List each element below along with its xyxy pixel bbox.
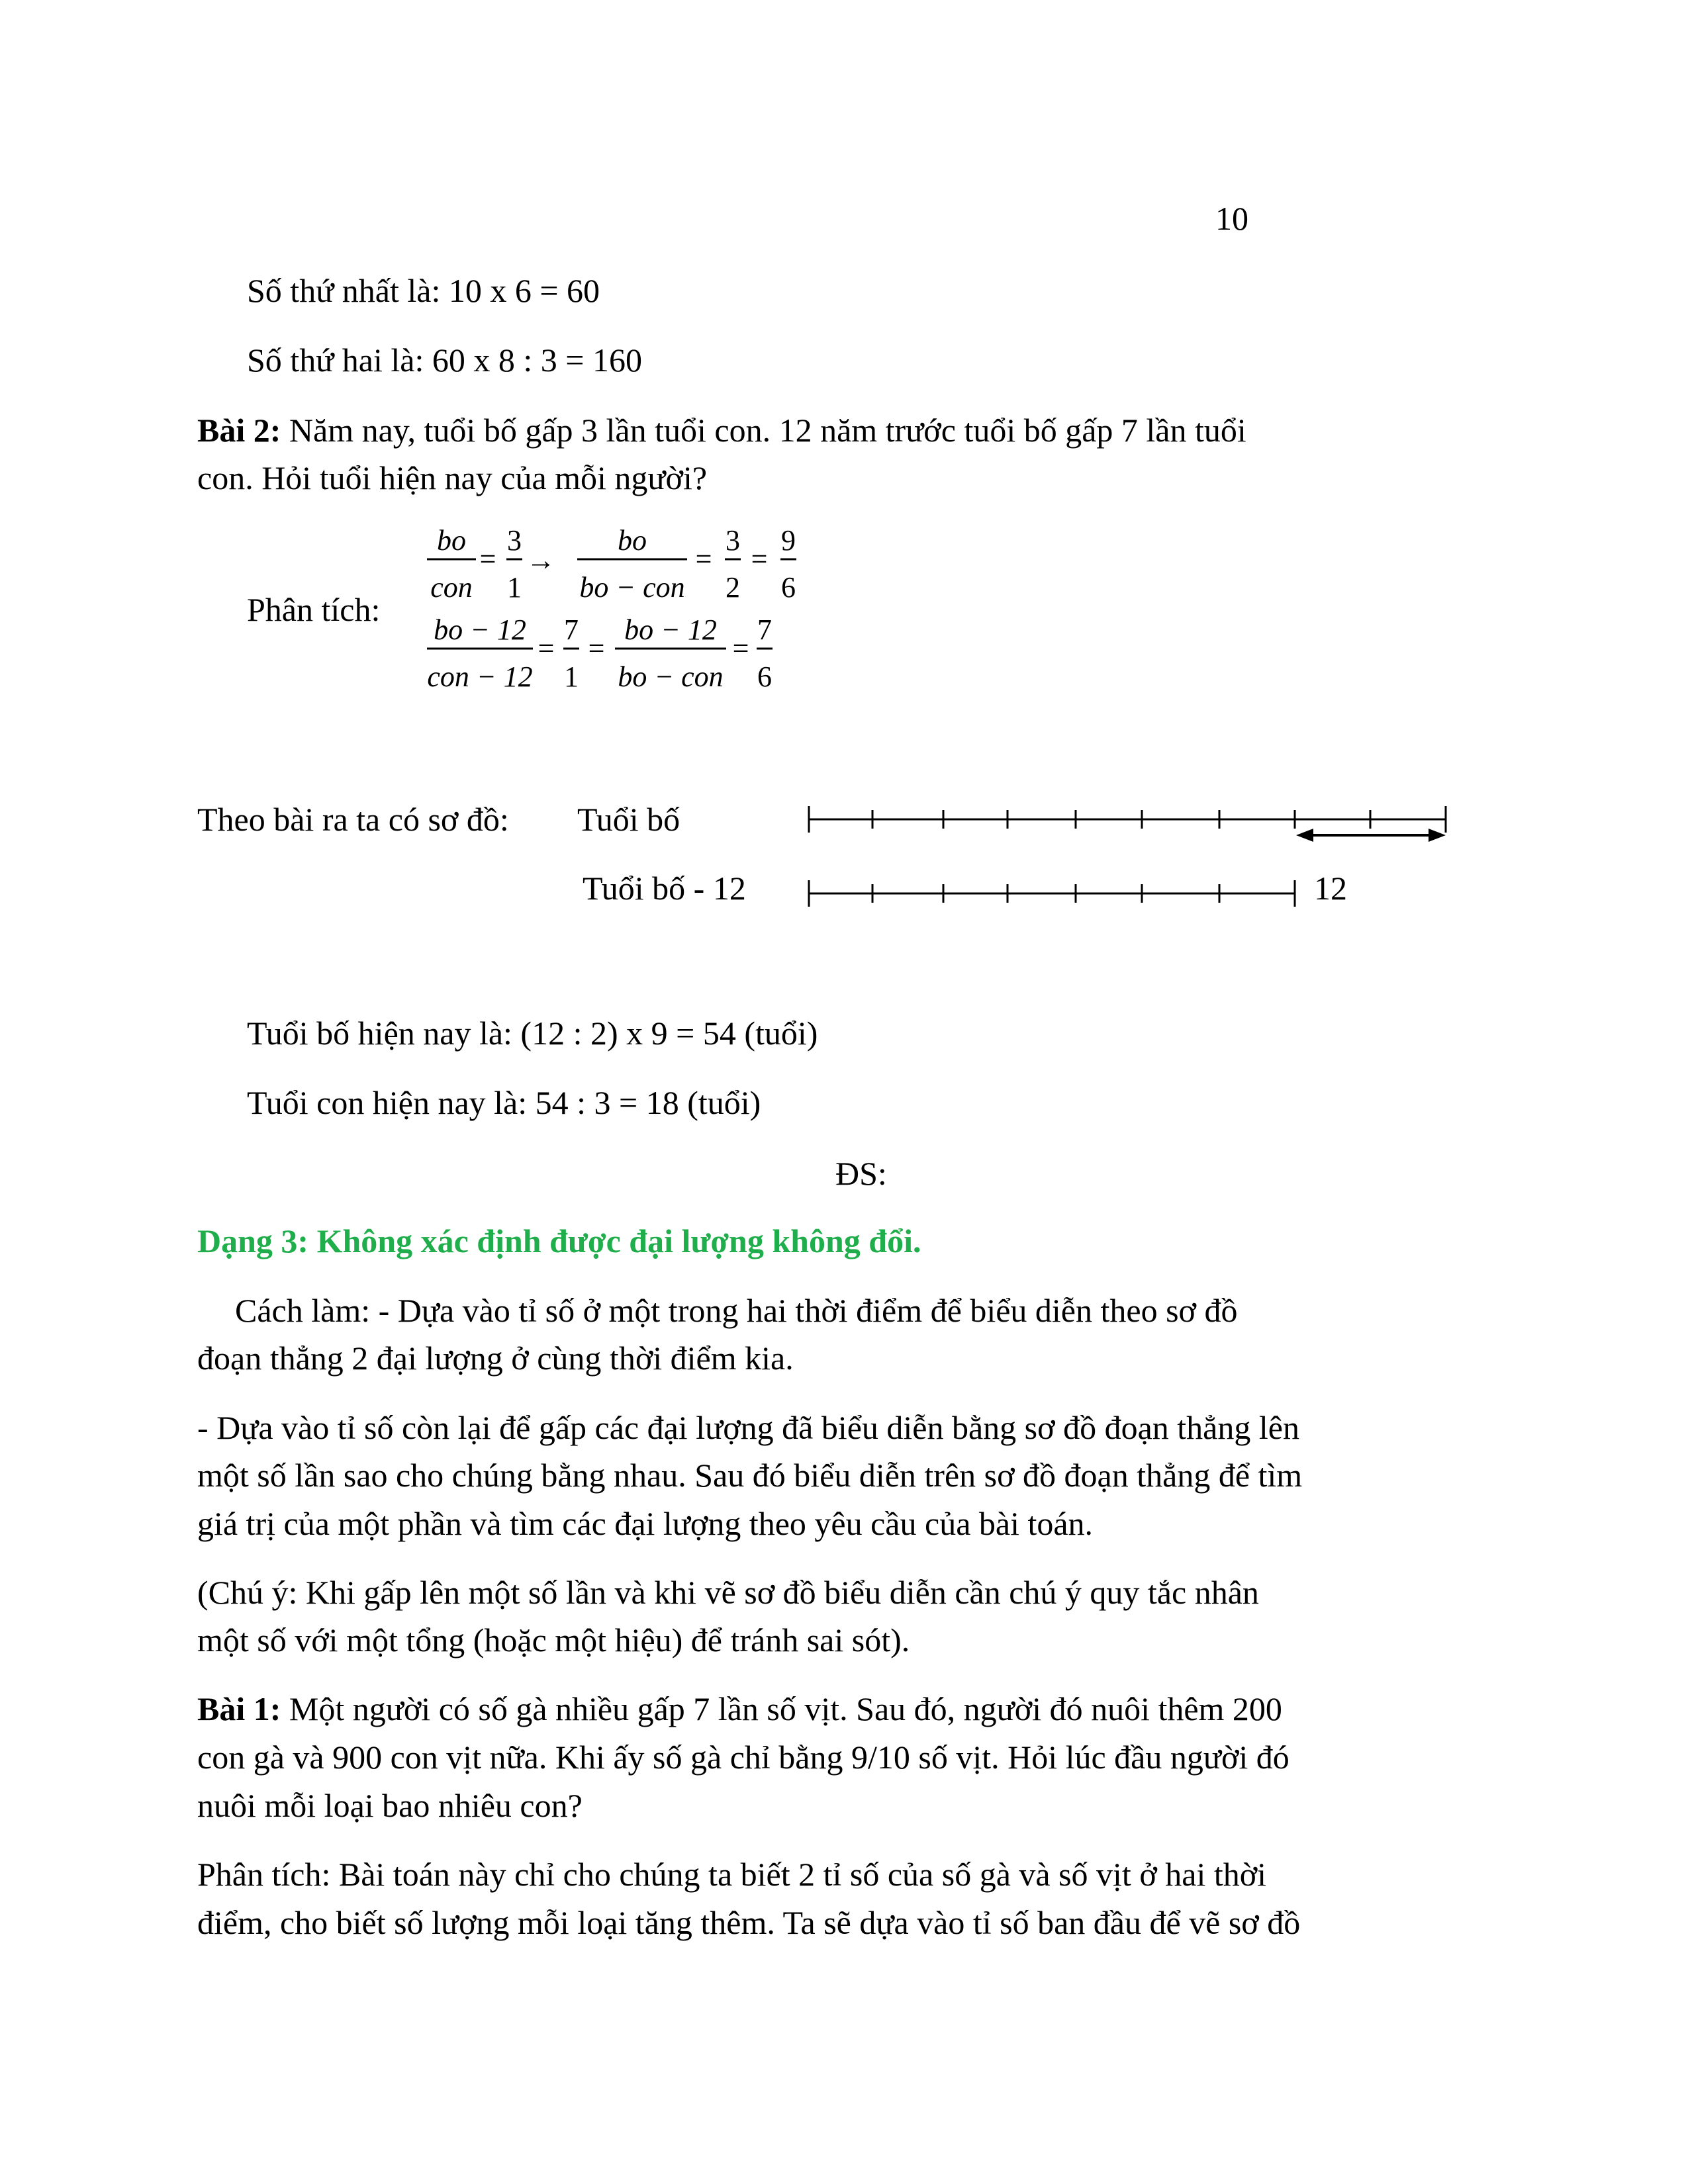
equals-sign: =	[538, 632, 555, 664]
frac-den: bo − con	[618, 660, 724, 693]
frac-den: con − 12	[427, 660, 533, 693]
cach-lam-line-2: đoạn thẳng 2 đại lượng ở cùng thời điểm kia.	[197, 1340, 794, 1377]
arrow-icon: →	[526, 544, 555, 576]
dua-vao-line-2: một số lần sao cho chúng bằng nhau. Sau đó biểu diễn trên sơ đồ đoạn thẳng để tìm	[197, 1457, 1303, 1494]
frac-num: bo	[437, 526, 466, 557]
frac-num: bo − 12	[624, 614, 717, 646]
frac-num: 3	[726, 526, 740, 557]
chu-y-line-2: một số với một tổng (hoặc một hiệu) để tránh sai sót).	[197, 1621, 910, 1659]
frac-den: 6	[757, 660, 772, 693]
frac-num: bo − 12	[434, 614, 526, 646]
answer-tuoi-con: Tuổi con hiện nay là: 54 : 3 = 18 (tuổi)	[247, 1084, 761, 1121]
frac-den: 2	[726, 571, 740, 604]
frac-den: 1	[507, 571, 522, 604]
frac-num: bo	[618, 526, 647, 557]
frac-num: 7	[757, 614, 772, 646]
answer-tuoi-bo: Tuổi bố hiện nay là: (12 : 2) x 9 = 54 (tuổi)	[247, 1015, 818, 1052]
frac-num: 3	[507, 526, 522, 557]
dua-vao-line-1: - Dựa vào tỉ số còn lại để gấp các đại lượng đã biểu diễn bằng sơ đồ đoạn thẳng lên	[197, 1409, 1299, 1446]
equals-sign: =	[751, 543, 768, 575]
phan-tich-line-2: điểm, cho biết số lượng mỗi loại tăng thêm. Ta sẽ dựa vào tỉ số ban đầu để vẽ sơ đồ	[197, 1904, 1301, 1941]
theo-bai-ra-label: Theo bài ra ta có sơ đồ:	[197, 801, 509, 838]
frac-den: 1	[564, 660, 579, 693]
equals-sign: =	[695, 543, 712, 575]
arrow-left-icon	[1296, 829, 1313, 842]
cach-lam-line-1: Cách làm: - Dựa vào tỉ số ở một trong hai thời điểm để biểu diễn theo sơ đồ	[235, 1292, 1238, 1329]
difference-label-12: 12	[1314, 870, 1347, 907]
bai1-line-3: nuôi mỗi loại bao nhiêu con?	[197, 1787, 583, 1824]
equals-sign: =	[588, 632, 605, 664]
bai2-label: Bài 2:	[197, 412, 281, 449]
frac-den: 6	[781, 571, 796, 604]
bai2-text-1: Năm nay, tuổi bố gấp 3 lần tuổi con. 12 năm trước tuổi bố gấp 7 lần tuổi	[281, 412, 1246, 449]
frac-den: bo − con	[579, 571, 685, 604]
line-so-thu-nhat: Số thứ nhất là: 10 x 6 = 60	[247, 272, 600, 309]
equals-sign: =	[479, 543, 496, 575]
phan-tich-label: Phân tích:	[247, 591, 381, 628]
bai2-line-2: con. Hỏi tuổi hiện nay của mỗi người?	[197, 459, 708, 496]
line-so-thu-hai: Số thứ hai là: 60 x 8 : 3 = 160	[247, 341, 642, 379]
tuoi-bo-label: Tuổi bố	[577, 801, 680, 838]
bai1-line-2: con gà và 900 con vịt nữa. Khi ấy số gà chỉ bằng 9/10 số vịt. Hỏi lúc đầu người đó	[197, 1739, 1289, 1776]
chu-y-line-1: (Chú ý: Khi gấp lên một số lần và khi vẽ sơ đồ biểu diễn cần chú ý quy tắc nhân	[197, 1574, 1259, 1611]
frac-num: 9	[781, 526, 796, 557]
bai1-label: Bài 1:	[197, 1690, 281, 1727]
page-number: 10	[1215, 200, 1248, 237]
bai1-line-1	[197, 1689, 1282, 1729]
frac-num: 7	[564, 614, 579, 646]
dang-3-heading: Dạng 3: Không xác định được đại lượng không đổi.	[197, 1222, 921, 1259]
arrow-right-icon	[1429, 829, 1446, 842]
dua-vao-line-3: giá trị của một phần và tìm các đại lượng theo yêu cầu của bài toán.	[197, 1505, 1094, 1542]
phan-tich-line-1: Phân tích: Bài toán này chỉ cho chúng ta biết 2 tỉ số của số gà và số vịt ở hai thời	[197, 1856, 1267, 1893]
equals-sign: =	[732, 632, 749, 664]
frac-den: con	[430, 571, 473, 604]
tuoi-bo-minus-12-label: Tuổi bố - 12	[583, 870, 746, 907]
dap-so-label: ĐS:	[835, 1155, 887, 1192]
bai1-text-1: Một người có số gà nhiều gấp 7 lần số vịt. Sau đó, người đó nuôi thêm 200	[281, 1690, 1282, 1727]
